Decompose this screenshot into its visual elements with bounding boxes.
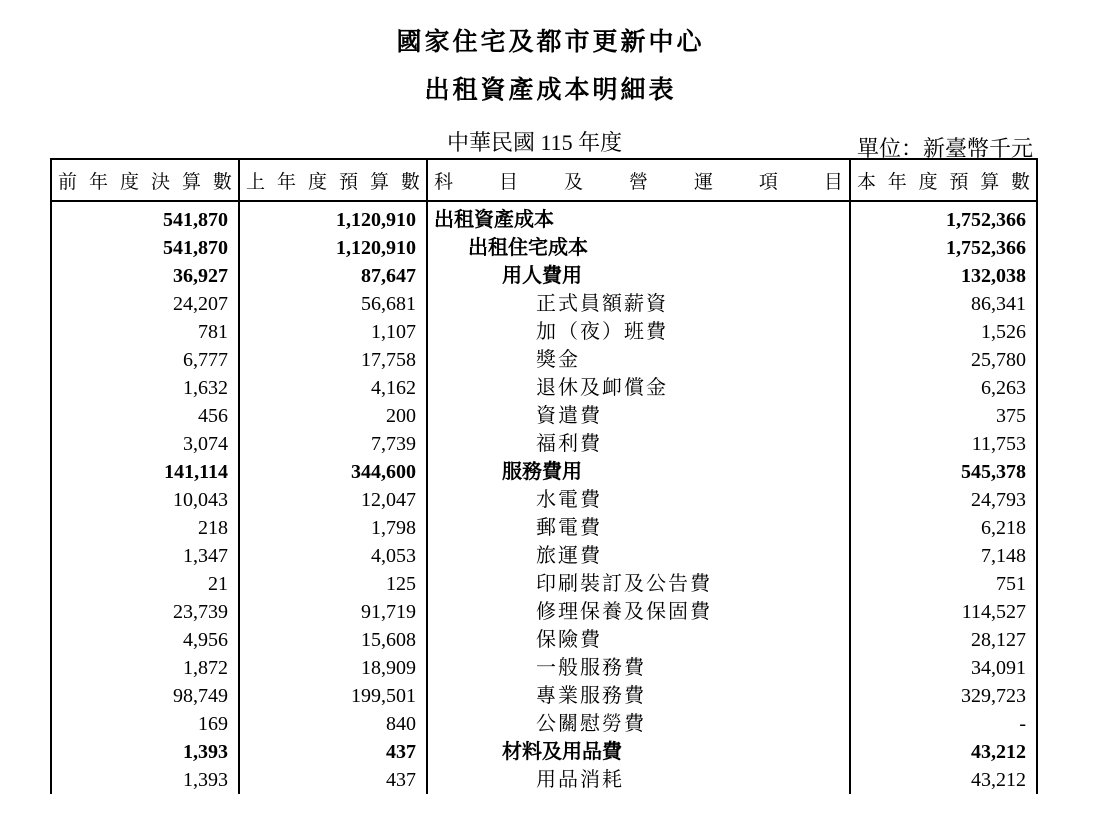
prev-final-value: 10,043	[51, 486, 239, 514]
rental-asset-cost-table	[50, 158, 1038, 794]
this-budget-value: 1,752,366	[850, 201, 1037, 234]
item-name: 旅運費	[427, 542, 850, 570]
header-char: 算	[980, 171, 1000, 193]
this-budget-value: 329,723	[850, 682, 1037, 710]
header-char: 本	[857, 171, 877, 193]
header-char: 度	[307, 171, 327, 193]
item-name: 出租住宅成本	[427, 234, 850, 262]
this-budget-value: 6,263	[850, 374, 1037, 402]
item-name: 修理保養及保固費	[427, 598, 850, 626]
header-char: 運	[693, 171, 713, 193]
header-char: 科	[434, 171, 454, 193]
this-budget-value: 545,378	[850, 458, 1037, 486]
table-row	[51, 234, 1037, 262]
last-budget-value: 437	[239, 738, 427, 766]
item-name: 郵電費	[427, 514, 850, 542]
this-budget-value: 43,212	[850, 766, 1037, 794]
item-name: 獎金	[427, 346, 850, 374]
table-row	[51, 402, 1037, 430]
last-budget-value: 87,647	[239, 262, 427, 290]
table-row	[51, 626, 1037, 654]
table-row	[51, 710, 1037, 738]
prev-final-value: 21	[51, 570, 239, 598]
last-budget-value: 17,758	[239, 346, 427, 374]
table-row	[51, 598, 1037, 626]
this-budget-value: 114,527	[850, 598, 1037, 626]
currency-unit: 單位：新臺幣千元	[856, 136, 1033, 161]
last-budget-value: 56,681	[239, 290, 427, 318]
item-name: 用品消耗	[427, 766, 850, 794]
prev-final-value: 24,207	[51, 290, 239, 318]
item-name: 加（夜）班費	[427, 318, 850, 346]
last-budget-value: 7,739	[239, 430, 427, 458]
last-budget-value: 200	[239, 402, 427, 430]
header-char: 項	[758, 171, 778, 193]
item-name: 用人費用	[427, 262, 850, 290]
item-name: 一般服務費	[427, 654, 850, 682]
table-row	[51, 430, 1037, 458]
this-budget-value: 25,780	[850, 346, 1037, 374]
last-budget-value: 1,107	[239, 318, 427, 346]
table-body	[51, 201, 1037, 794]
prev-final-value: 1,347	[51, 542, 239, 570]
this-budget-value: 24,793	[850, 486, 1037, 514]
prev-final-value: 23,739	[51, 598, 239, 626]
last-budget-value: 1,798	[239, 514, 427, 542]
header-char: 年	[88, 171, 108, 193]
header-char: 預	[949, 171, 969, 193]
item-name: 福利費	[427, 430, 850, 458]
table-row	[51, 201, 1037, 234]
table-row	[51, 570, 1037, 598]
header-char: 數	[400, 171, 420, 193]
item-name: 退休及卹償金	[427, 374, 850, 402]
prev-final-value: 1,632	[51, 374, 239, 402]
table-row	[51, 654, 1037, 682]
prev-final-value: 169	[51, 710, 239, 738]
this-budget-value: 86,341	[850, 290, 1037, 318]
table-row	[51, 318, 1037, 346]
prev-final-value: 4,956	[51, 626, 239, 654]
this-budget-value: 375	[850, 402, 1037, 430]
this-budget-value: 6,218	[850, 514, 1037, 542]
last-budget-value: 15,608	[239, 626, 427, 654]
this-budget-value: 11,753	[850, 430, 1037, 458]
table-row	[51, 486, 1037, 514]
document-title: 國家住宅及都市更新中心	[396, 27, 705, 56]
header-char: 前	[58, 171, 78, 193]
item-name: 材料及用品費	[427, 738, 850, 766]
table-row	[51, 542, 1037, 570]
table-row	[51, 514, 1037, 542]
prev-final-value: 98,749	[51, 682, 239, 710]
fiscal-year: 中華民國 115 年度	[447, 130, 623, 155]
this-budget-value: -	[850, 710, 1037, 738]
table-row	[51, 682, 1037, 710]
last-budget-value: 840	[239, 710, 427, 738]
this-budget-value: 7,148	[850, 542, 1037, 570]
header-char: 年	[887, 171, 907, 193]
item-name: 專業服務費	[427, 682, 850, 710]
prev-final-value: 1,872	[51, 654, 239, 682]
item-name: 水電費	[427, 486, 850, 514]
last-budget-value: 4,053	[239, 542, 427, 570]
last-budget-value: 4,162	[239, 374, 427, 402]
table-header-row	[51, 159, 1037, 201]
header-char: 及	[563, 171, 583, 193]
last-budget-value: 125	[239, 570, 427, 598]
header-char: 決	[150, 171, 170, 193]
prev-final-value: 1,393	[51, 766, 239, 794]
this-budget-value: 28,127	[850, 626, 1037, 654]
table-row	[51, 262, 1037, 290]
item-name: 正式員額薪資	[427, 290, 850, 318]
table-row	[51, 290, 1037, 318]
table-row	[51, 766, 1037, 794]
prev-final-value: 456	[51, 402, 239, 430]
header-char: 數	[212, 171, 232, 193]
prev-final-value: 1,393	[51, 738, 239, 766]
prev-final-value: 36,927	[51, 262, 239, 290]
prev-final-value: 541,870	[51, 201, 239, 234]
prev-final-value: 141,114	[51, 458, 239, 486]
prev-final-value: 781	[51, 318, 239, 346]
this-budget-value: 132,038	[850, 262, 1037, 290]
last-budget-value: 344,600	[239, 458, 427, 486]
last-budget-value: 199,501	[239, 682, 427, 710]
prev-final-value: 218	[51, 514, 239, 542]
header-char: 目	[498, 171, 518, 193]
header-char: 營	[628, 171, 648, 193]
header-char: 預	[338, 171, 358, 193]
this-budget-value: 1,752,366	[850, 234, 1037, 262]
table-row	[51, 346, 1037, 374]
table-row	[51, 738, 1037, 766]
item-name: 服務費用	[427, 458, 850, 486]
this-budget-value: 34,091	[850, 654, 1037, 682]
table-row	[51, 374, 1037, 402]
header-last-budget	[239, 159, 427, 201]
this-budget-value: 43,212	[850, 738, 1037, 766]
header-char: 數	[1010, 171, 1030, 193]
last-budget-value: 91,719	[239, 598, 427, 626]
document-subtitle: 出租資產成本明細表	[424, 75, 677, 104]
header-char: 度	[918, 171, 938, 193]
header-char: 年	[276, 171, 296, 193]
table-row	[51, 458, 1037, 486]
header-char: 目	[823, 171, 843, 193]
last-budget-value: 1,120,910	[239, 234, 427, 262]
last-budget-value: 1,120,910	[239, 201, 427, 234]
prev-final-value: 3,074	[51, 430, 239, 458]
header-prev-final	[51, 159, 239, 201]
item-name: 資遣費	[427, 402, 850, 430]
last-budget-value: 18,909	[239, 654, 427, 682]
item-name: 出租資產成本	[427, 201, 850, 234]
item-name: 公關慰勞費	[427, 710, 850, 738]
header-item	[427, 159, 850, 201]
header-char: 度	[119, 171, 139, 193]
prev-final-value: 541,870	[51, 234, 239, 262]
header-char: 算	[369, 171, 389, 193]
last-budget-value: 437	[239, 766, 427, 794]
header-char: 算	[181, 171, 201, 193]
header-this-budget	[850, 159, 1037, 201]
item-name: 保險費	[427, 626, 850, 654]
this-budget-value: 1,526	[850, 318, 1037, 346]
this-budget-value: 751	[850, 570, 1037, 598]
header-char: 上	[246, 171, 266, 193]
last-budget-value: 12,047	[239, 486, 427, 514]
prev-final-value: 6,777	[51, 346, 239, 374]
item-name: 印刷裝訂及公告費	[427, 570, 850, 598]
